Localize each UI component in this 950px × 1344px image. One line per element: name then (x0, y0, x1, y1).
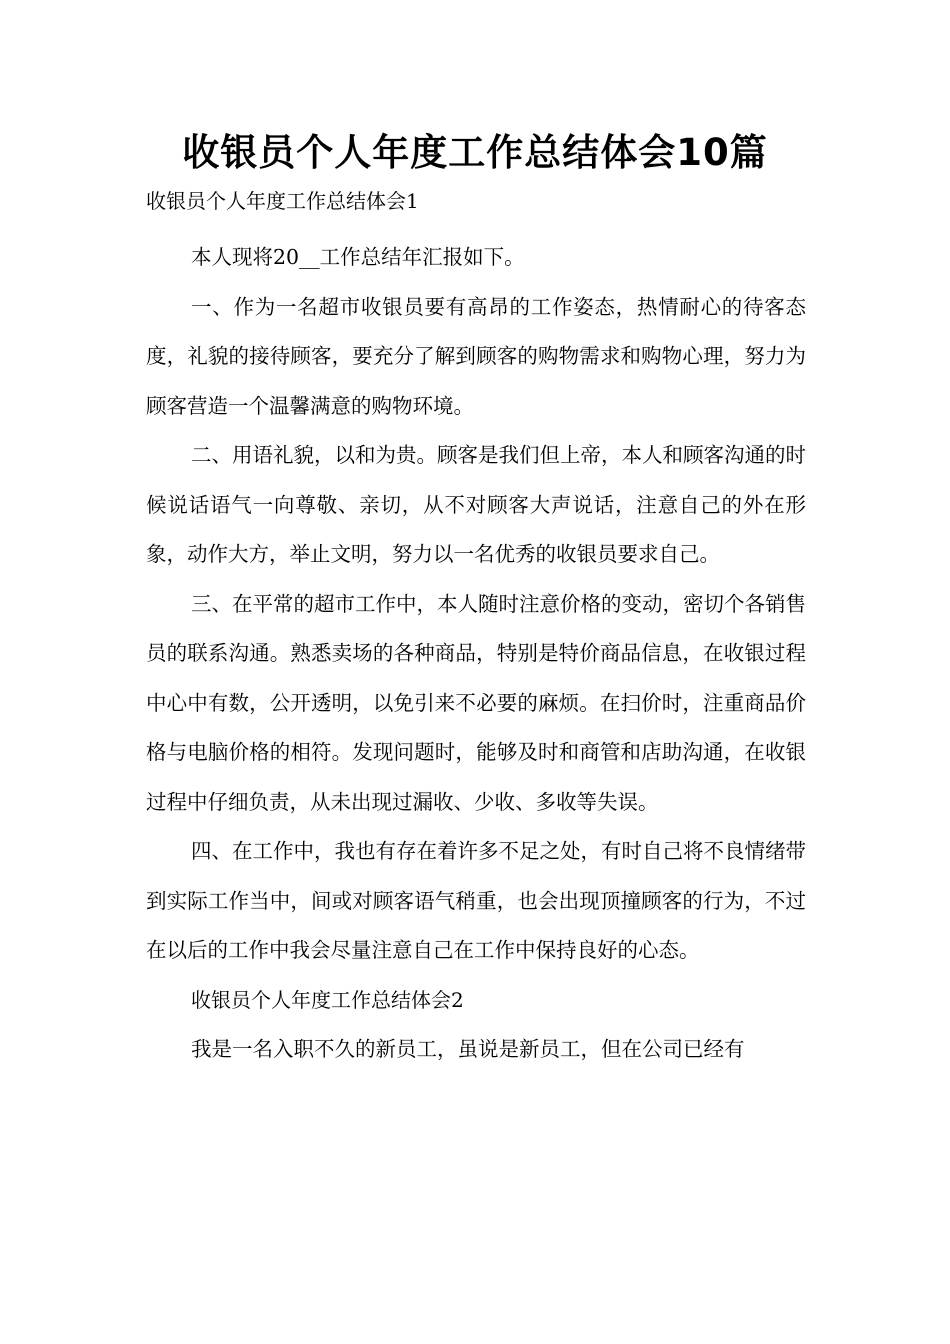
paragraph: 本人现将20__工作总结年汇报如下。 (191, 245, 525, 269)
paragraph: 我是一名入职不久的新员工，虽说是新员工，但在公司已经有 (191, 1037, 745, 1061)
paragraph: 三、在平常的超市工作中，本人随时注意价格的变动，密切个各销售员的联系沟通。熟悉卖场的各种商品，特别是特价商品信息，在收银过程中心中有数，公开透明，以免引来不必要的麻烦。在扫价时，注重商品价格与电脑价格的相符。发现问题时，能够及时和商管和店助沟通，在收银过程中仔细负责，从未出现过漏收、少收、多收等失误。 (146, 591, 806, 814)
paragraph: 四、在工作中，我也有存在着许多不足之处，有时自己将不良情绪带到实际工作当中，间或对顾客语气稍重，也会出现顶撞顾客的行为，不过在以后的工作中我会尽量注意自己在工作中保持良好的心态。 (146, 839, 806, 962)
paragraph: 一、作为一名超市收银员要有高昂的工作姿态，热情耐心的待客态度，礼貌的接待顾客，要充分了解到顾客的购物需求和购物心理，努力为顾客营造一个温馨满意的购物环境。 (146, 294, 806, 418)
paragraph: 二、用语礼貌，以和为贵。顾客是我们但上帝，本人和顾客沟通的时候说话语气一向尊敬、亲切，从不对顾客大声说话，注意自己的外在形象，动作大方，举止文明，努力以一名优秀的收银员要求自己。 (146, 443, 806, 566)
section-heading-1: 收银员个人年度工作总结体会1 (146, 189, 419, 213)
document-body (146, 233, 806, 1075)
document-title: 收银员个人年度工作总结体会10篇 (182, 131, 768, 174)
section-heading-2: 收银员个人年度工作总结体会2 (191, 987, 464, 1012)
